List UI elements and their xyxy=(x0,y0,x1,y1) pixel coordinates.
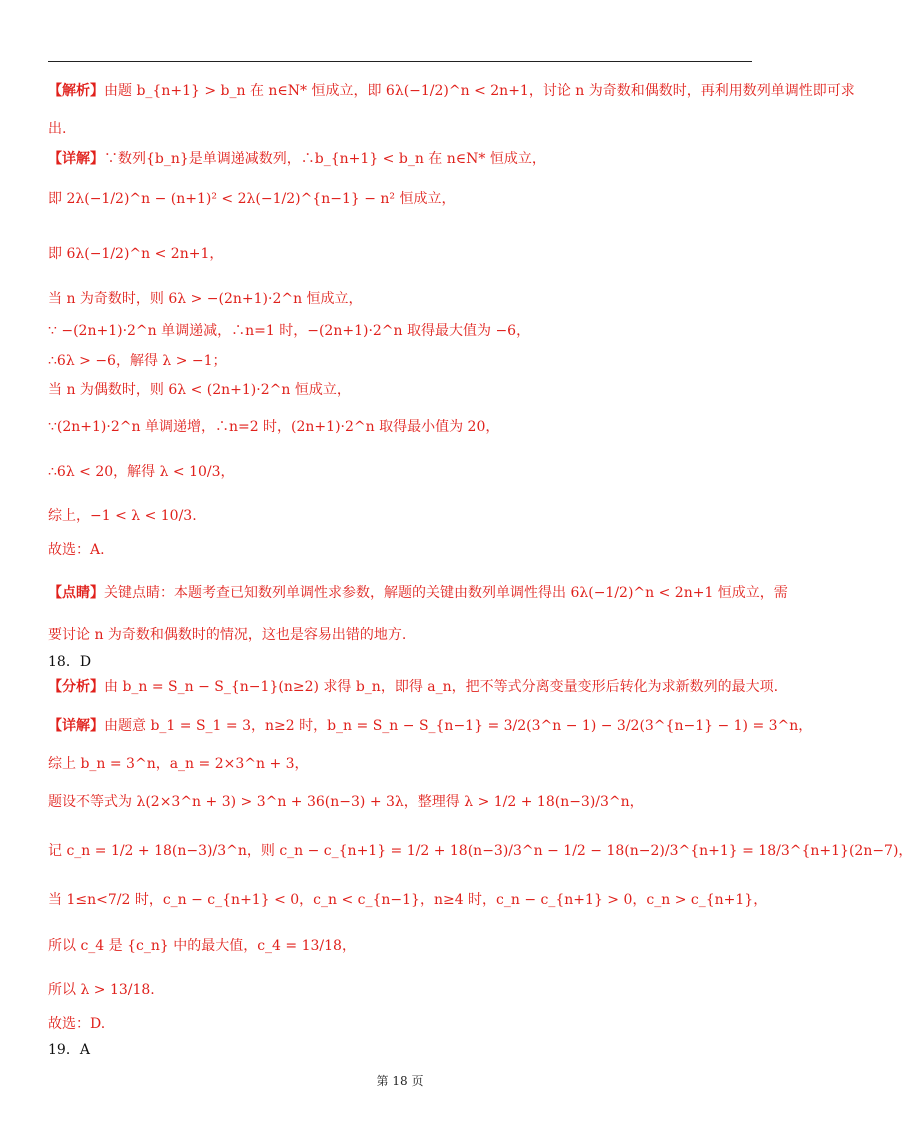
section-tag: 【解析】 xyxy=(48,83,104,99)
line-text: ∴6λ > −6，解得 λ > −1； xyxy=(48,353,227,369)
text-line xyxy=(48,540,752,560)
text-line xyxy=(48,506,752,526)
line-text: 当 n 为偶数时，则 6λ < (2n+1)·2^n 恒成立， xyxy=(48,382,351,398)
line-text: 关键点睛：本题考查已知数列单调性求参数，解题的关键由数列单调性得出 6λ(−1/2)^n < 2n+1 恒成立，需 xyxy=(104,585,788,601)
text-line xyxy=(48,652,752,672)
text-line xyxy=(48,936,752,956)
line-text: 所以 c_4 是 {c_n} 中的最大值，c_4 = 13/18， xyxy=(48,938,356,954)
line-text: 当 1≤n<7/2 时，c_n − c_{n+1} < 0，c_n < c_{n−1}，n≥4 时，c_n − c_{n+1} > 0，c_n > c_{n+1}， xyxy=(48,892,768,908)
text-line xyxy=(48,119,752,139)
line-text: 当 n 为奇数时，则 6λ > −(2n+1)·2^n 恒成立， xyxy=(48,291,363,307)
line-text: 即 6λ(−1/2)^n < 2n+1， xyxy=(48,246,224,262)
text-line xyxy=(48,380,752,400)
text-line xyxy=(48,289,752,309)
header-rule xyxy=(48,61,752,62)
text-line xyxy=(48,321,752,341)
text-line xyxy=(48,189,752,209)
line-text: 综上，−1 < λ < 10/3. xyxy=(48,508,197,524)
text-line xyxy=(48,351,752,371)
text-line xyxy=(48,716,813,736)
line-text: 出. xyxy=(48,121,67,137)
line-text: 即 2λ(−1/2)^n − (n+1)² < 2λ(−1/2)^{n−1} − n² 恒成立， xyxy=(48,191,456,207)
line-text: 由题 b_{n+1} > b_n 在 n∈N* 恒成立，即 6λ(−1/2)^n < 2n+1，讨论 n 为奇数和偶数时，再利用数列单调性即可求 xyxy=(104,83,855,99)
line-text: ∵数列{b_n}是单调递减数列，∴b_{n+1} < b_n 在 n∈N* 恒成立， xyxy=(104,151,546,167)
line-text: 综上 b_n = 3^n，a_n = 2×3^n + 3， xyxy=(48,756,309,772)
line-text: ∵(2n+1)·2^n 单调递增，∴n=2 时，(2n+1)·2^n 取得最小值为 20， xyxy=(48,419,500,435)
text-line xyxy=(48,841,912,861)
text-line xyxy=(48,754,752,774)
section-tag: 【点睛】 xyxy=(48,585,104,601)
line-text: 所以 λ > 13/18. xyxy=(48,982,155,998)
text-line xyxy=(48,792,752,812)
text-line xyxy=(48,583,788,603)
text-line xyxy=(48,81,855,101)
text-line xyxy=(48,980,752,1000)
text-line xyxy=(48,1040,752,1060)
line-text: 由 b_n = S_n − S_{n−1}(n≥2) 求得 b_n，即得 a_n，把不等式分离变量变形后转化为求新数列的最大项. xyxy=(104,679,779,695)
text-line xyxy=(48,625,752,645)
line-text: 故选：D. xyxy=(48,1016,106,1032)
answer-number: 18．D xyxy=(48,654,92,670)
text-line xyxy=(48,417,752,437)
text-line xyxy=(48,462,752,482)
line-text: 由题意 b_1 = S_1 = 3，n≥2 时，b_n = S_n − S_{n−1} = 3/2(3^n − 1) − 3/2(3^{n−1} − 1) = 3^n， xyxy=(104,718,813,734)
page-number: 第 18 页 xyxy=(376,1074,424,1088)
line-text: 要讨论 n 为奇数和偶数时的情况，这也是容易出错的地方. xyxy=(48,627,407,643)
section-tag: 【详解】 xyxy=(48,718,104,734)
line-text: 题设不等式为 λ(2×3^n + 3) > 3^n + 36(n−3) + 3λ，整理得 λ > 1/2 + 18(n−3)/3^n， xyxy=(48,794,644,810)
answer-number: 19．A xyxy=(48,1042,90,1058)
text-line xyxy=(48,890,768,910)
line-text: ∴6λ < 20，解得 λ < 10/3， xyxy=(48,464,235,480)
section-tag: 【分析】 xyxy=(48,679,104,695)
section-tag: 【详解】 xyxy=(48,151,104,167)
text-line xyxy=(48,244,752,264)
line-text: 故选：A. xyxy=(48,542,105,558)
text-line xyxy=(48,149,752,169)
line-text: 记 c_n = 1/2 + 18(n−3)/3^n，则 c_n − c_{n+1} = 1/2 + 18(n−3)/3^n − 1/2 − 18(n−2)/3^{n+1} = 18/3^{n+1}(2n−7)， xyxy=(48,843,912,859)
line-text: ∵ −(2n+1)·2^n 单调递减，∴n=1 时，−(2n+1)·2^n 取得最大值为 −6， xyxy=(48,323,531,339)
text-line xyxy=(48,1014,752,1034)
text-line xyxy=(48,677,779,697)
